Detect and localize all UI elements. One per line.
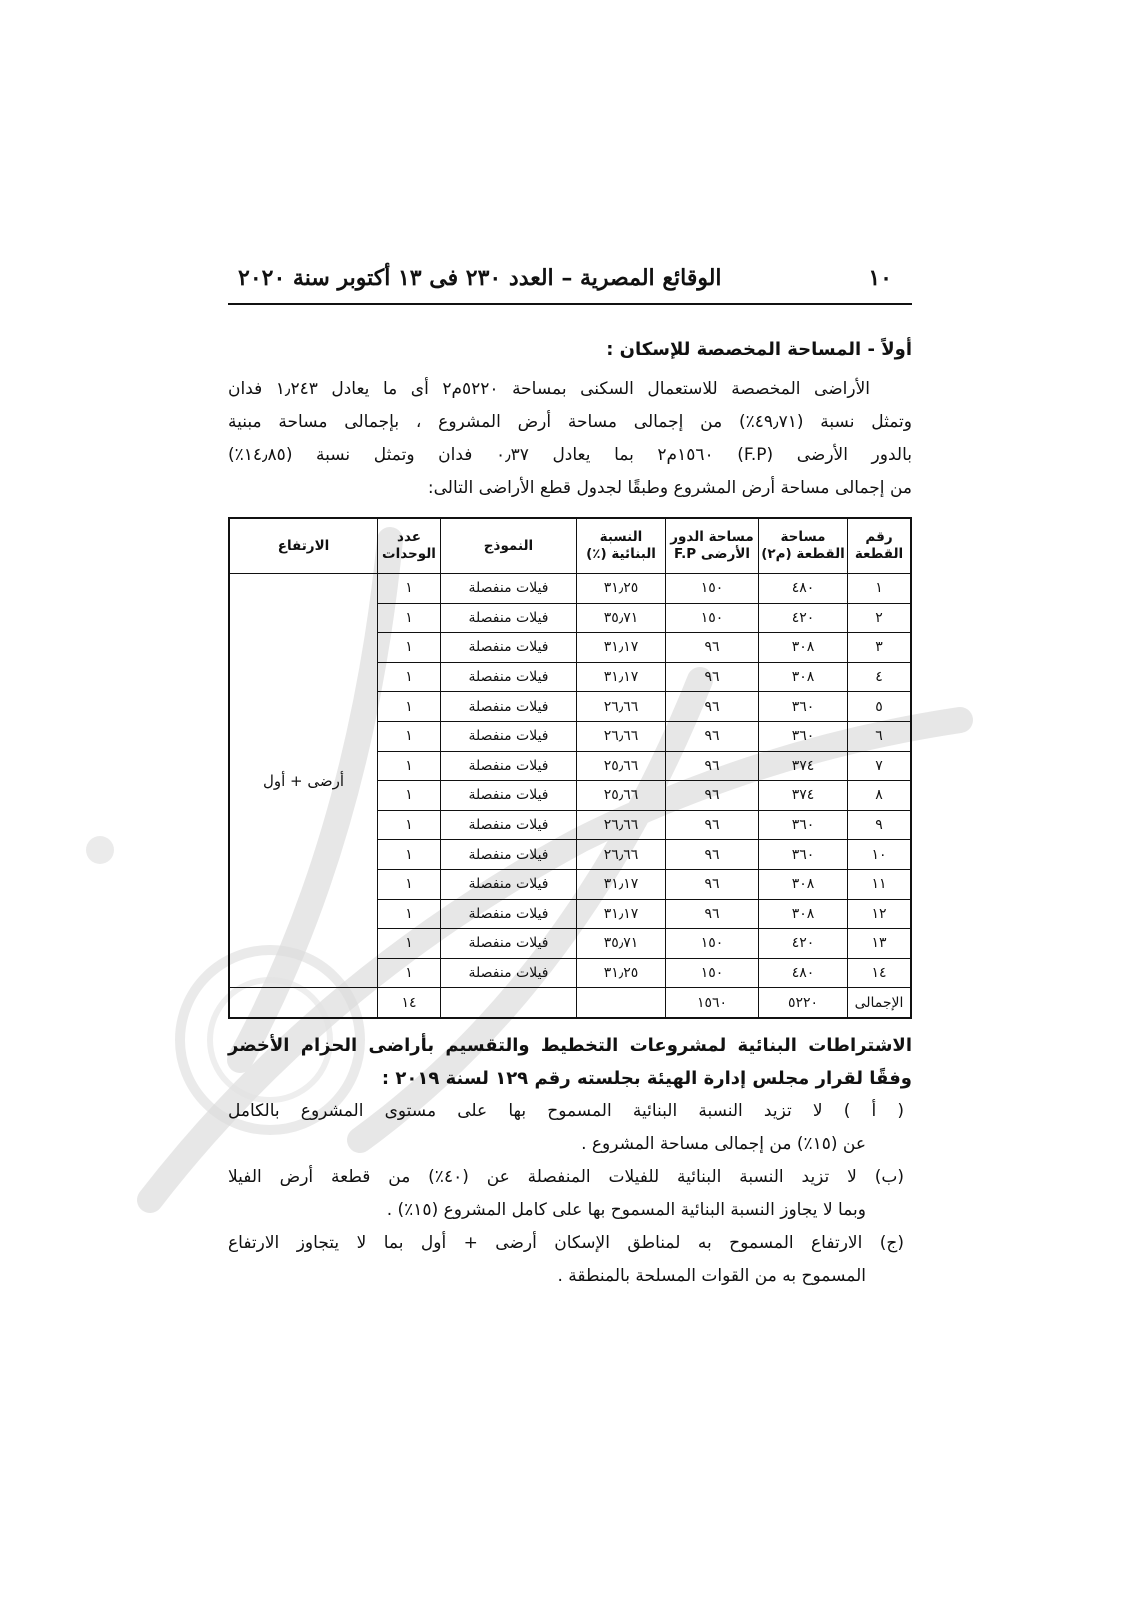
header-model: النموذج bbox=[441, 518, 577, 574]
cell-model: فيلات منفصلة bbox=[441, 574, 577, 604]
cell-ground-fp: ٩٦ bbox=[666, 721, 759, 751]
condition-item bbox=[228, 1161, 912, 1227]
cell-ratio: ٣٥٫٧١ bbox=[577, 603, 666, 633]
total-area: ٥٢٢٠ bbox=[759, 988, 848, 1018]
total-height bbox=[229, 988, 378, 1018]
cell-plot-area: ٤٢٠ bbox=[759, 603, 848, 633]
table-header-row bbox=[229, 518, 911, 574]
intro-paragraph bbox=[228, 373, 912, 505]
publication-title: الوقائع المصرية – العدد ٢٣٠ فى ١٣ أكتوبر سنة ٢٠٢٠ bbox=[238, 265, 722, 291]
cell-model: فيلات منفصلة bbox=[441, 810, 577, 840]
condition-line: (ج) الارتفاع المسموح به لمناطق الإسكان أرضى + أول بما لا يتجاوز الارتفاع bbox=[228, 1232, 904, 1253]
total-units: ١٤ bbox=[378, 988, 441, 1018]
section-heading: أولاً - المساحة المخصصة للإسكان : bbox=[606, 339, 912, 360]
cell-plot-area: ٤٨٠ bbox=[759, 574, 848, 604]
cell-units: ١ bbox=[378, 899, 441, 929]
cell-model: فيلات منفصلة bbox=[441, 751, 577, 781]
cell-plot-no: ٢ bbox=[848, 603, 912, 633]
table-total-row bbox=[229, 988, 911, 1018]
cell-ground-fp: ١٥٠ bbox=[666, 574, 759, 604]
cell-model: فيلات منفصلة bbox=[441, 958, 577, 988]
cell-ratio: ٣١٫٢٥ bbox=[577, 958, 666, 988]
cell-plot-no: ١٢ bbox=[848, 899, 912, 929]
cell-ground-fp: ٩٦ bbox=[666, 633, 759, 663]
cell-plot-area: ٣٦٠ bbox=[759, 840, 848, 870]
cell-ground-fp: ٩٦ bbox=[666, 869, 759, 899]
cell-plot-area: ٣٠٨ bbox=[759, 869, 848, 899]
cell-plot-area: ٣٠٨ bbox=[759, 899, 848, 929]
cell-ratio: ٢٦٫٦٦ bbox=[577, 810, 666, 840]
page-number: ١٠ bbox=[868, 265, 892, 291]
header-ratio: النسبة البنائية (٪) bbox=[577, 518, 666, 574]
cell-model: فيلات منفصلة bbox=[441, 633, 577, 663]
paragraph-line: وتمثل نسبة (٤٩٫٧١٪) من إجمالى مساحة أرض المشروع ، بإجمالى مساحة مبنية bbox=[228, 412, 913, 432]
cell-ground-fp: ٩٦ bbox=[666, 662, 759, 692]
cell-height: أرضى + أول bbox=[229, 574, 378, 988]
cell-plot-area: ٣٦٠ bbox=[759, 810, 848, 840]
cell-units: ١ bbox=[378, 840, 441, 870]
cell-ratio: ٢٥٫٦٦ bbox=[577, 781, 666, 811]
cell-ratio: ٣١٫١٧ bbox=[577, 633, 666, 663]
cell-model: فيلات منفصلة bbox=[441, 692, 577, 722]
cell-ground-fp: ٩٦ bbox=[666, 810, 759, 840]
cell-units: ١ bbox=[378, 810, 441, 840]
cell-units: ١ bbox=[378, 958, 441, 988]
cell-units: ١ bbox=[378, 781, 441, 811]
header-plot-no: رقم القطعة bbox=[848, 518, 912, 574]
cell-units: ١ bbox=[378, 869, 441, 899]
cell-model: فيلات منفصلة bbox=[441, 603, 577, 633]
cell-plot-no: ٦ bbox=[848, 721, 912, 751]
plots-table bbox=[228, 517, 912, 1019]
cell-plot-no: ١١ bbox=[848, 869, 912, 899]
cell-plot-no: ٧ bbox=[848, 751, 912, 781]
total-label: الإجمالى bbox=[848, 988, 912, 1018]
cell-plot-no: ٣ bbox=[848, 633, 912, 663]
total-model bbox=[441, 988, 577, 1018]
cell-ratio: ٣١٫٢٥ bbox=[577, 574, 666, 604]
page-content bbox=[228, 335, 912, 1293]
header-divider bbox=[228, 303, 912, 305]
cell-ground-fp: ١٥٠ bbox=[666, 603, 759, 633]
cell-ground-fp: ٩٦ bbox=[666, 899, 759, 929]
cell-units: ١ bbox=[378, 929, 441, 959]
cell-ratio: ٢٦٫٦٦ bbox=[577, 721, 666, 751]
cell-plot-area: ٣٠٨ bbox=[759, 662, 848, 692]
conditions-subtitle: وفقًا لقرار مجلس إدارة الهيئة بجلسته رقم ١٢٩ لسنة ٢٠١٩ : bbox=[381, 1067, 912, 1089]
cell-plot-no: ٨ bbox=[848, 781, 912, 811]
condition-line: عن (١٥٪) من إجمالى مساحة المشروع . bbox=[581, 1133, 866, 1154]
cell-ratio: ٢٦٫٦٦ bbox=[577, 840, 666, 870]
cell-ground-fp: ١٥٠ bbox=[666, 958, 759, 988]
cell-ground-fp: ٩٦ bbox=[666, 751, 759, 781]
cell-ratio: ٢٦٫٦٦ bbox=[577, 692, 666, 722]
cell-model: فيلات منفصلة bbox=[441, 869, 577, 899]
cell-ground-fp: ٩٦ bbox=[666, 781, 759, 811]
cell-ratio: ٣١٫١٧ bbox=[577, 869, 666, 899]
condition-line: وبما لا يجاوز النسبة البنائية المسموح بها على كامل المشروع (١٥٪) . bbox=[386, 1199, 866, 1220]
condition-item bbox=[228, 1227, 912, 1293]
paragraph-line: من إجمالى مساحة أرض المشروع وطبقًا لجدول قطع الأراضى التالى: bbox=[427, 478, 912, 498]
header-units: عدد الوحدات bbox=[378, 518, 441, 574]
cell-plot-area: ٣٦٠ bbox=[759, 692, 848, 722]
cell-plot-area: ٣٧٤ bbox=[759, 781, 848, 811]
cell-plot-area: ٤٨٠ bbox=[759, 958, 848, 988]
cell-plot-no: ٤ bbox=[848, 662, 912, 692]
condition-line: (ب) لا تزيد النسبة البنائية للفيلات المنفصلة عن (٤٠٪) من قطعة أرض الفيلا bbox=[228, 1166, 904, 1187]
table-row bbox=[229, 574, 911, 604]
cell-ratio: ٣١٫١٧ bbox=[577, 662, 666, 692]
header-ground-fp: مساحة الدور الأرضى F.P bbox=[666, 518, 759, 574]
cell-ratio: ٣١٫١٧ bbox=[577, 899, 666, 929]
cell-units: ١ bbox=[378, 574, 441, 604]
cell-model: فيلات منفصلة bbox=[441, 840, 577, 870]
cell-units: ١ bbox=[378, 692, 441, 722]
cell-plot-no: ١٣ bbox=[848, 929, 912, 959]
cell-ground-fp: ٩٦ bbox=[666, 840, 759, 870]
conditions-title: الاشتراطات البنائية لمشروعات التخطيط والتقسيم بأراضى الحزام الأخضر bbox=[228, 1034, 912, 1056]
cell-plot-no: ١ bbox=[848, 574, 912, 604]
cell-plot-no: ٥ bbox=[848, 692, 912, 722]
cell-ratio: ٣٥٫٧١ bbox=[577, 929, 666, 959]
cell-model: فيلات منفصلة bbox=[441, 899, 577, 929]
cell-plot-area: ٤٢٠ bbox=[759, 929, 848, 959]
condition-item bbox=[228, 1095, 912, 1161]
header-plot-area: مساحة القطعة (م٢) bbox=[759, 518, 848, 574]
cell-model: فيلات منفصلة bbox=[441, 929, 577, 959]
cell-model: فيلات منفصلة bbox=[441, 662, 577, 692]
condition-line: ( أ ) لا تزيد النسبة البنائية المسموح بها على مستوى المشروع بالكامل bbox=[228, 1100, 904, 1121]
cell-units: ١ bbox=[378, 721, 441, 751]
cell-plot-area: ٣٧٤ bbox=[759, 751, 848, 781]
cell-plot-no: ٩ bbox=[848, 810, 912, 840]
cell-model: فيلات منفصلة bbox=[441, 781, 577, 811]
cell-units: ١ bbox=[378, 751, 441, 781]
paragraph-line: الأراضى المخصصة للاستعمال السكنى بمساحة ٥٢٢٠م٢ أى ما يعادل ١٫٢٤٣ فدان bbox=[228, 379, 870, 399]
condition-line: المسموح به من القوات المسلحة بالمنطقة . bbox=[557, 1265, 866, 1286]
total-ratio bbox=[577, 988, 666, 1018]
header-height: الارتفاع bbox=[229, 518, 378, 574]
cell-plot-no: ١٤ bbox=[848, 958, 912, 988]
cell-ground-fp: ٩٦ bbox=[666, 692, 759, 722]
paragraph-line: بالدور الأرضى (F.P) ١٥٦٠م٢ بما يعادل ٠٫٣٧ فدان وتمثل نسبة (١٤٫٨٥٪) bbox=[228, 445, 912, 465]
cell-units: ١ bbox=[378, 662, 441, 692]
cell-plot-area: ٣٠٨ bbox=[759, 633, 848, 663]
cell-ratio: ٢٥٫٦٦ bbox=[577, 751, 666, 781]
cell-ground-fp: ١٥٠ bbox=[666, 929, 759, 959]
cell-plot-no: ١٠ bbox=[848, 840, 912, 870]
page-header bbox=[228, 258, 912, 298]
cell-units: ١ bbox=[378, 603, 441, 633]
total-fp: ١٥٦٠ bbox=[666, 988, 759, 1018]
cell-units: ١ bbox=[378, 633, 441, 663]
cell-plot-area: ٣٦٠ bbox=[759, 721, 848, 751]
cell-model: فيلات منفصلة bbox=[441, 721, 577, 751]
